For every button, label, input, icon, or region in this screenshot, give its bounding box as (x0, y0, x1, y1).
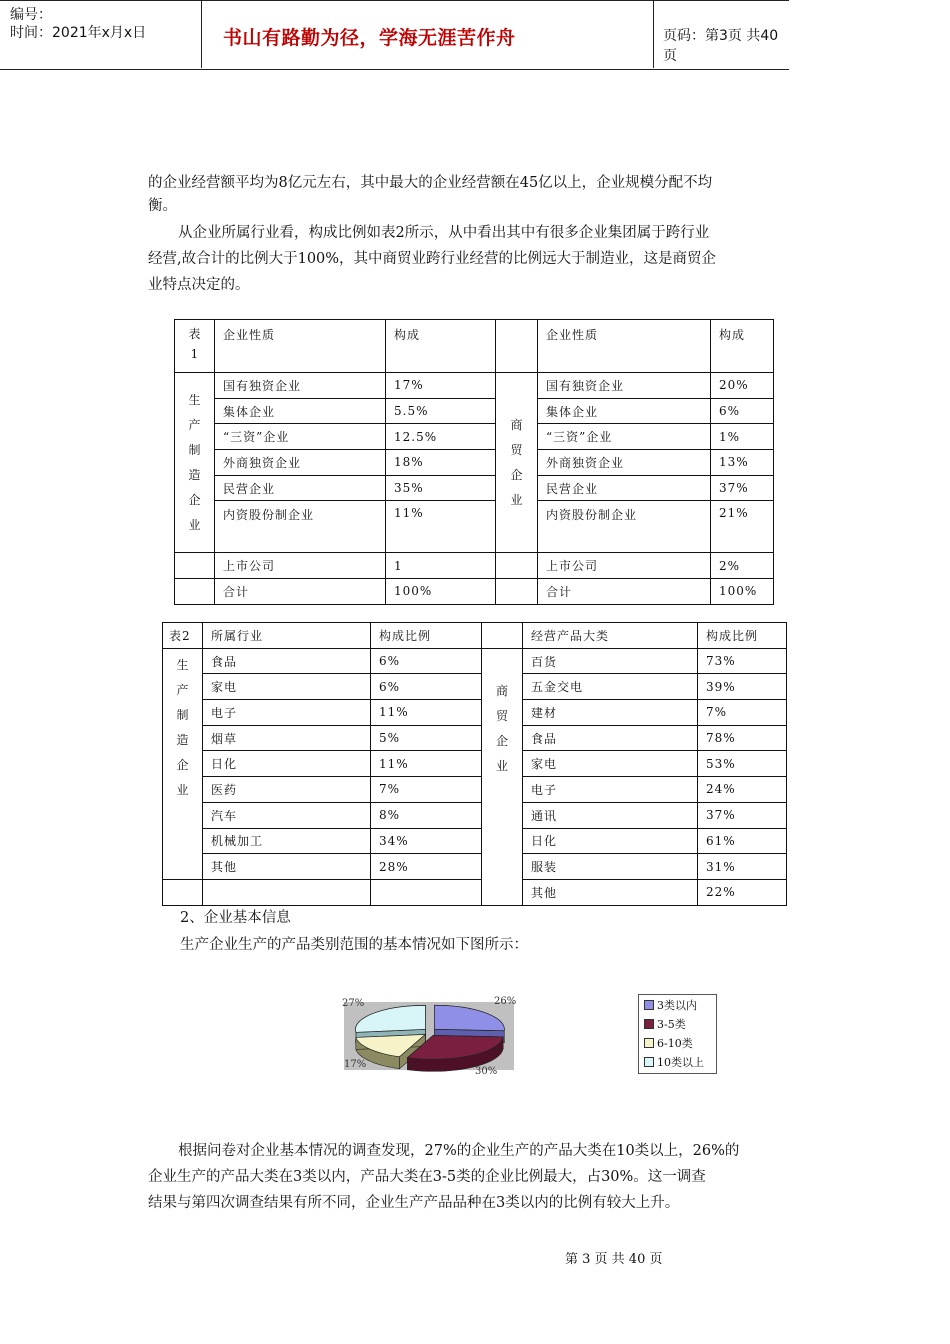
table-cell: 其他 (203, 854, 371, 880)
data-label: 30% (475, 1066, 498, 1077)
table-cell: 国有独资企业 (538, 373, 711, 399)
table-cell: 78% (698, 725, 787, 751)
table-cell: 11% (386, 501, 496, 553)
table-cell: 汽车 (203, 802, 371, 828)
paragraph-line: 结果与第四次调查结果有所不同，企业生产产品品种在3类以内的比例有较大上升。 (148, 1195, 680, 1211)
table-cell: 100% (711, 579, 774, 605)
table-cell: 五金交电 (523, 674, 698, 700)
legend-swatch (644, 1038, 654, 1048)
paragraph-line: 衡。 (148, 198, 177, 214)
table-cell: 6% (371, 674, 482, 700)
paragraph-line: 生产企业生产的产品类别范围的基本情况如下图所示： (180, 937, 528, 953)
table-cell: 内资股份制企业 (215, 501, 386, 553)
paragraph-line: 的企业经营额平均为8亿元左右，其中最大的企业经营额在45亿以上，企业规模分配不均 (148, 175, 713, 191)
table-cell: 39% (698, 674, 787, 700)
table-cell: 11% (371, 700, 482, 726)
group-label: 生产制造企业 (163, 648, 203, 879)
table-cell: 28% (371, 854, 482, 880)
table-cell: 13% (711, 450, 774, 476)
table-cell: 6% (371, 648, 482, 674)
header-page-cell (653, 0, 789, 68)
table-cell: 35% (386, 475, 496, 501)
table-cell: 医药 (203, 777, 371, 803)
table-cell: 7% (371, 777, 482, 803)
legend-item (644, 1016, 686, 1032)
table-cell: 100% (386, 579, 496, 605)
legend-item (644, 1035, 693, 1051)
column-header: 所属行业 (203, 623, 371, 649)
table-cell: 合计 (215, 579, 386, 605)
legend-label: 6-10类 (657, 1037, 693, 1050)
table-cell: 5% (371, 725, 482, 751)
table-cell: 其他 (523, 879, 698, 905)
table-cell: 上市公司 (215, 553, 386, 579)
section-title: 2、企业基本信息 (180, 910, 291, 926)
table-cell: 18% (386, 450, 496, 476)
data-label: 26% (494, 996, 517, 1007)
table-cell: 1% (711, 424, 774, 450)
table-cell: 内资股份制企业 (538, 501, 711, 553)
table-cell: 17% (386, 373, 496, 399)
table-cell: 外商独资企业 (215, 450, 386, 476)
legend-swatch (644, 1000, 654, 1010)
legend-item (644, 1054, 704, 1070)
table-cell: 34% (371, 828, 482, 854)
table-cell (163, 879, 203, 905)
table-cell: 12.5% (386, 424, 496, 450)
date-label: 时间：2021年x月x日 (10, 25, 147, 41)
legend-label: 3-5类 (657, 1018, 686, 1031)
table-cell: 73% (698, 648, 787, 674)
paragraph-line: 从企业所属行业看，构成比例如表2所示，从中看出其中有很多企业集团属于跨行业 (178, 225, 710, 241)
data-label: 17% (344, 1059, 367, 1070)
table-cell: 7% (698, 700, 787, 726)
table-enterprise-nature (174, 319, 774, 605)
table-cell: 20% (711, 373, 774, 399)
column-header: 构成 (711, 320, 774, 373)
page-label: 页码：第3页 共40页 (663, 28, 779, 64)
table-cell (175, 553, 215, 579)
table-cell: 日化 (523, 828, 698, 854)
table-title: 表1 (175, 320, 215, 373)
table-cell (482, 623, 523, 649)
table-cell: 31% (698, 854, 787, 880)
column-header: 构成比例 (698, 623, 787, 649)
table-cell: 集体企业 (215, 398, 386, 424)
table-cell: 民营企业 (538, 475, 711, 501)
table-cell (496, 553, 538, 579)
table-cell: 食品 (523, 725, 698, 751)
paragraph-line: 经营,故合计的比例大于100%，其中商贸业跨行业经营的比例远大于制造业，这是商贸企 (148, 251, 717, 267)
legend-swatch (644, 1019, 654, 1029)
table-cell: 24% (698, 777, 787, 803)
header-motto-cell (201, 0, 654, 68)
page-header (0, 0, 789, 70)
table-cell: 2% (711, 553, 774, 579)
header-meta-cell (0, 0, 202, 68)
paragraph-line: 根据问卷对企业基本情况的调查发现，27%的企业生产的产品大类在10类以上，26%的 (178, 1143, 740, 1159)
table-cell: 22% (698, 879, 787, 905)
table-title: 表2 (163, 623, 203, 649)
table-industry-share (162, 622, 787, 906)
table-cell: 服装 (523, 854, 698, 880)
code-label: 编号： (10, 7, 52, 23)
table-cell: 百货 (523, 648, 698, 674)
table-cell: 37% (711, 475, 774, 501)
table-cell: 集体企业 (538, 398, 711, 424)
table-cell: 37% (698, 802, 787, 828)
table-cell: 5.5% (386, 398, 496, 424)
table-cell: 机械加工 (203, 828, 371, 854)
table-cell (175, 579, 215, 605)
table-cell: 家电 (203, 674, 371, 700)
legend-label: 3类以内 (657, 999, 697, 1012)
table-cell: “三资”企业 (215, 424, 386, 450)
table-cell: 上市公司 (538, 553, 711, 579)
data-label: 27% (342, 998, 365, 1009)
table-cell: 1 (386, 553, 496, 579)
group-label: 生产制造企业 (175, 373, 215, 553)
table-cell: 53% (698, 751, 787, 777)
table-cell: 日化 (203, 751, 371, 777)
table-cell (496, 579, 538, 605)
legend-label: 10类以上 (657, 1056, 704, 1069)
table-cell (371, 879, 482, 905)
table-cell: 民营企业 (215, 475, 386, 501)
table-cell: 家电 (523, 751, 698, 777)
motto-text: 书山有路勤为径，学海无涯苦作舟 (223, 27, 516, 49)
table-cell: 11% (371, 751, 482, 777)
table-cell: 烟草 (203, 725, 371, 751)
table-cell: 外商独资企业 (538, 450, 711, 476)
table-cell: 电子 (523, 777, 698, 803)
group-label: 商贸企业 (496, 373, 538, 553)
table-cell: 61% (698, 828, 787, 854)
column-header: 企业性质 (215, 320, 386, 373)
column-header: 构成 (386, 320, 496, 373)
column-header: 企业性质 (538, 320, 711, 373)
table-cell: 21% (711, 501, 774, 553)
table-cell: 8% (371, 802, 482, 828)
chart-legend (638, 994, 717, 1074)
table-cell: 通讯 (523, 802, 698, 828)
legend-item (644, 997, 697, 1013)
paragraph-line: 企业生产的产品大类在3类以内，产品大类在3-5类的企业比例最大，占30%。这一调查 (148, 1169, 706, 1185)
table-cell: 建材 (523, 700, 698, 726)
page-footer: 第 3 页 共 40 页 (565, 1252, 663, 1267)
table-cell: 食品 (203, 648, 371, 674)
column-header: 构成比例 (371, 623, 482, 649)
table-cell: 国有独资企业 (215, 373, 386, 399)
table-cell: “三资”企业 (538, 424, 711, 450)
paragraph-line: 业特点决定的。 (148, 277, 250, 293)
column-header: 经营产品大类 (523, 623, 698, 649)
table-cell: 合计 (538, 579, 711, 605)
table-cell: 6% (711, 398, 774, 424)
table-cell: 电子 (203, 700, 371, 726)
legend-swatch (644, 1057, 654, 1067)
table-cell (203, 879, 371, 905)
group-label: 商贸企业 (482, 648, 523, 905)
table-cell (496, 320, 538, 373)
